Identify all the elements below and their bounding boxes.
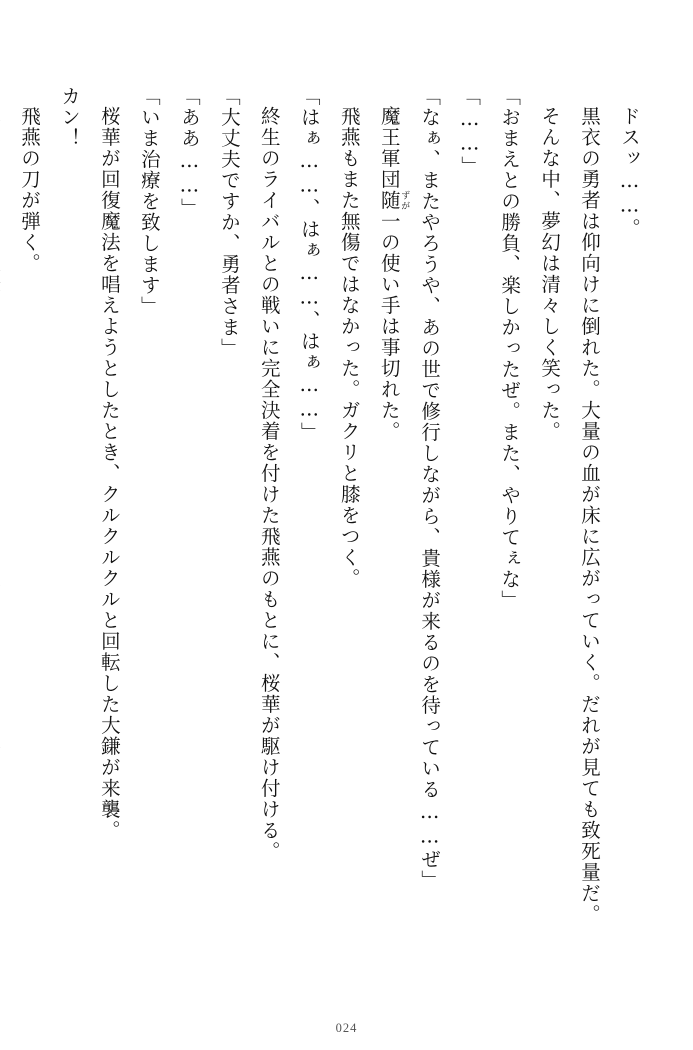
paragraph: カン！: [57, 86, 81, 149]
paragraph: [0, 86, 9, 956]
page-number: 024: [335, 1021, 358, 1035]
paragraph: 「……」: [458, 86, 482, 177]
paragraph: 「ああ……」: [177, 86, 201, 219]
paragraph: 「なぁ、またやろうや、あの世で修行しながら、貴様が来るのを待っている……ぜ」: [418, 86, 442, 891]
paragraph: 飛燕もまた無傷ではなかった。ガクリと膝をつく。: [337, 106, 361, 589]
paragraph: 「いま治療を致します」: [137, 86, 161, 317]
paragraph: 「大丈夫ですか、勇者さま」: [217, 86, 241, 359]
paragraph: 魔王軍団随ずが一の使い手は事切れた。: [377, 106, 410, 442]
vertical-text-body: [17, 86, 649, 956]
ruby-annotation: 随ずが: [377, 190, 410, 211]
paragraph: 「はぁ……、はぁ……、はぁ……」: [297, 86, 321, 443]
paragraph: 飛燕の刀が弾く。: [17, 106, 41, 274]
paragraph: 終生のライバルとの戦いに完全決着を付けた飛燕のもとに、桜華が駆け付ける。: [257, 106, 281, 862]
paragraph: ドスッ……。: [618, 106, 641, 239]
paragraph: そんな中、夢幻は清々しく笑った。: [538, 106, 562, 442]
paragraph: 桜華が回復魔法を唱えようとしたとき、クルクルクルと回転した大鎌が来襲。: [97, 106, 121, 841]
paragraph: 「おまえとの勝負、楽しかったぜ。また、やりてぇな」: [498, 86, 522, 611]
paragraph: 黒衣の勇者は仰向けに倒れた。大量の血が床に広がっていく。だれが見ても致死量だ。: [578, 106, 602, 925]
